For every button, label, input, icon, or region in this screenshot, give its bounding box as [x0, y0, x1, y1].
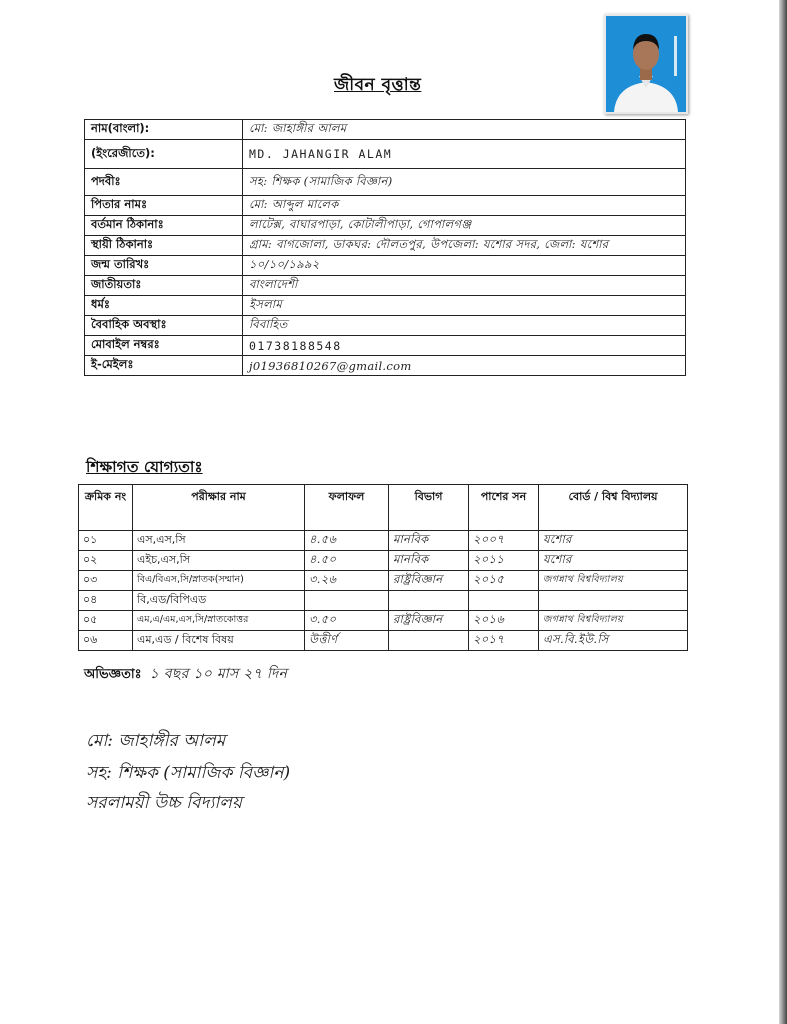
education-row — [79, 611, 688, 631]
group-cell — [389, 591, 469, 611]
info-row-designation — [85, 169, 686, 196]
document-title: জীবন বৃত্তান্ত — [334, 75, 422, 95]
column-header: পরীক্ষার নাম — [133, 485, 305, 531]
experience-line — [84, 662, 287, 686]
education-row — [79, 591, 688, 611]
info-row-permanent-address — [85, 236, 686, 256]
info-label: পিতার নামঃ — [85, 196, 243, 216]
year-cell: ২০১৭ — [469, 631, 539, 651]
group-cell: মানবিক — [389, 551, 469, 571]
exam-cell: এইচ,এস,সি — [133, 551, 305, 571]
info-row-father — [85, 196, 686, 216]
exam-cell: এম,এড / বিশেষ বিষয় — [133, 631, 305, 651]
info-label: বর্তমান ঠিকানাঃ — [85, 216, 243, 236]
info-value: সহ: শিক্ষক (সামাজিক বিজ্ঞান) — [243, 169, 686, 196]
year-cell: ২০১৫ — [469, 571, 539, 591]
info-value: বিবাহিত — [243, 316, 686, 336]
serial-cell: ০৪ — [79, 591, 133, 611]
column-header: পাশের সন — [469, 485, 539, 531]
info-label: জাতীয়তাঃ — [85, 276, 243, 296]
info-label: স্থায়ী ঠিকানাঃ — [85, 236, 243, 256]
group-cell — [389, 631, 469, 651]
info-row-nationality — [85, 276, 686, 296]
exam-cell: বি,এড/বিপিএড — [133, 591, 305, 611]
year-cell: ২০০৭ — [469, 531, 539, 551]
info-value: ১০/১০/১৯৯২ — [243, 256, 686, 276]
info-value: লাটেক্স, বাঘারপাড়া, কোটালীপাড়া, গোপালগঞ্জ — [243, 216, 686, 236]
info-row-dob — [85, 256, 686, 276]
info-value: ইসলাম — [243, 296, 686, 316]
info-row-marital — [85, 316, 686, 336]
exam-cell: বিএ/বিএস,সি/স্নাতক(সম্মান) — [133, 571, 305, 591]
info-label: (ইংরেজীতে): — [85, 140, 243, 169]
info-label: বৈবাহিক অবস্থাঃ — [85, 316, 243, 336]
info-label: নাম(বাংলা): — [85, 120, 243, 140]
info-row-email — [85, 356, 686, 376]
applicant-photo — [604, 14, 688, 114]
info-label: ই-মেইলঃ — [85, 356, 243, 376]
scan-edge-shadow — [779, 0, 787, 1024]
education-row — [79, 531, 688, 551]
info-row-present-address — [85, 216, 686, 236]
signature-name: মো: জাহাঙ্গীর আলম — [86, 731, 226, 751]
info-label: ধর্মঃ — [85, 296, 243, 316]
info-row-religion — [85, 296, 686, 316]
personal-info-table — [84, 119, 686, 376]
serial-cell: ০৫ — [79, 611, 133, 631]
education-table — [78, 484, 688, 651]
info-row-mobile — [85, 336, 686, 356]
board-cell: যশোর — [539, 531, 688, 551]
info-value: 01738188548 — [243, 336, 686, 356]
serial-cell: ০৬ — [79, 631, 133, 651]
result-cell: ৩.২৬ — [305, 571, 389, 591]
signature-designation: সহ: শিক্ষক (সামাজিক বিজ্ঞান) — [86, 763, 291, 783]
info-label: পদবীঃ — [85, 169, 243, 196]
result-cell: ৩.৫০ — [305, 611, 389, 631]
board-cell — [539, 591, 688, 611]
result-cell: উত্তীর্ণ — [305, 631, 389, 651]
info-row-name-bn — [85, 120, 686, 140]
board-cell: জগন্নাথ বিশ্ববিদ্যালয় — [539, 571, 688, 591]
group-cell: মানবিক — [389, 531, 469, 551]
signature-institution: সরলাময়ী উচ্চ বিদ্যালয় — [86, 793, 242, 813]
column-header: বিভাগ — [389, 485, 469, 531]
group-cell: রাষ্ট্রবিজ্ঞান — [389, 571, 469, 591]
serial-cell: ০৩ — [79, 571, 133, 591]
info-value: মো: আব্দুল মালেক — [243, 196, 686, 216]
serial-cell: ০২ — [79, 551, 133, 571]
year-cell: ২০১১ — [469, 551, 539, 571]
column-header: ক্রমিক নং — [79, 485, 133, 531]
info-value: গ্রাম: বাগজোলা, ডাকঘর: দৌলতপুর, উপজেলা: যশোর সদর, জেলা: যশোর — [243, 236, 686, 256]
exam-cell: এম,এ/এম,এস,সি/স্নাতকোত্তর — [133, 611, 305, 631]
info-row-name-en — [85, 140, 686, 169]
info-label: মোবাইল নম্বরঃ — [85, 336, 243, 356]
experience-value: ১ বছর ১০ মাস ২৭ দিন — [149, 666, 288, 682]
column-header: বোর্ড / বিশ্ব বিদ্যালয় — [539, 485, 688, 531]
year-cell — [469, 591, 539, 611]
board-cell: এস.বি.ইউ.সি — [539, 631, 688, 651]
result-cell: ৪.৫৬ — [305, 531, 389, 551]
info-value: MD. JAHANGIR ALAM — [243, 140, 686, 169]
result-cell — [305, 591, 389, 611]
education-heading: শিক্ষাগত যোগ্যতাঃ — [86, 458, 203, 476]
board-cell: জগন্নাথ বিশ্ববিদ্যালয় — [539, 611, 688, 631]
result-cell: ৪.৫০ — [305, 551, 389, 571]
year-cell: ২০১৬ — [469, 611, 539, 631]
info-label: জন্ম তারিখঃ — [85, 256, 243, 276]
info-value: j01936810267@gmail.com — [243, 356, 686, 376]
info-value: মো: জাহাঙ্গীর আলম — [243, 120, 686, 140]
education-row — [79, 631, 688, 651]
experience-label: অভিজ্ঞতাঃ — [84, 667, 142, 682]
education-row — [79, 551, 688, 571]
info-value: বাংলাদেশী — [243, 276, 686, 296]
column-header: ফলাফল — [305, 485, 389, 531]
group-cell: রাষ্ট্রবিজ্ঞান — [389, 611, 469, 631]
education-header-row — [79, 485, 688, 531]
education-row — [79, 571, 688, 591]
board-cell: যশোর — [539, 551, 688, 571]
exam-cell: এস,এস,সি — [133, 531, 305, 551]
serial-cell: ০১ — [79, 531, 133, 551]
